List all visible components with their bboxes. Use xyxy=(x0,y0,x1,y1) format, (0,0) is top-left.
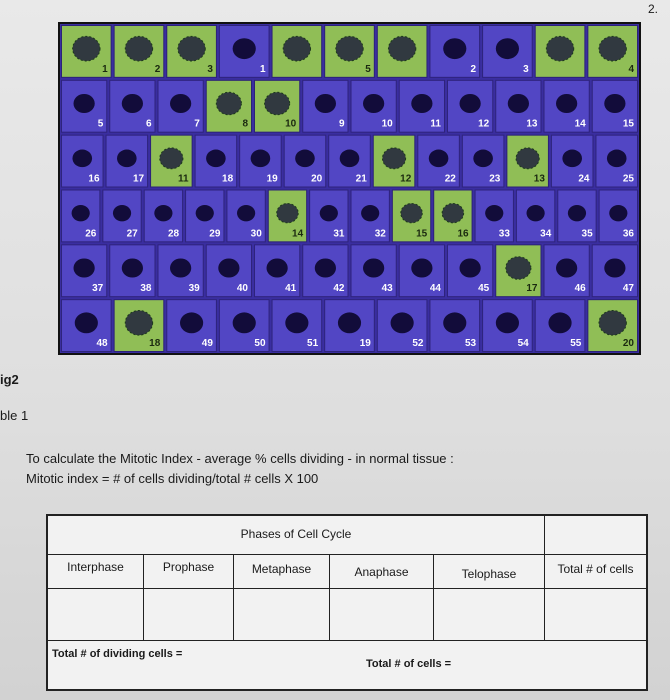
cell-number-label: 11 xyxy=(430,118,441,130)
cell-number-label: 29 xyxy=(209,228,221,240)
cell-number-label: 53 xyxy=(464,338,477,349)
micrograph-cell xyxy=(110,80,155,132)
header-total-cells: Total # of cells xyxy=(557,562,634,576)
micrograph-cell xyxy=(535,26,585,78)
micrograph-cell xyxy=(377,300,427,352)
nucleus xyxy=(72,150,92,168)
nucleus xyxy=(599,311,626,336)
nucleus xyxy=(75,312,98,333)
micrograph-cell xyxy=(303,245,348,297)
nucleus xyxy=(604,258,625,277)
nucleus xyxy=(340,150,360,168)
cell-number-label: 39 xyxy=(188,283,200,295)
nucleus xyxy=(401,203,423,222)
micrograph-cell xyxy=(325,26,375,78)
cell-prophase-count[interactable] xyxy=(144,588,234,640)
micrograph-cell xyxy=(448,80,493,132)
nucleus xyxy=(604,94,625,113)
micrograph-cell xyxy=(255,80,300,132)
cell-number-label: 38 xyxy=(140,283,152,295)
header-interphase: Interphase xyxy=(48,554,144,588)
nucleus xyxy=(125,36,152,61)
micrograph-cell xyxy=(206,245,251,297)
nucleus xyxy=(154,205,172,221)
cell-number-label: 18 xyxy=(149,338,161,349)
cell-number-label: 2 xyxy=(154,63,161,75)
cell-number-label: 5 xyxy=(97,118,104,130)
cell-number-label: 20 xyxy=(622,338,634,349)
header-prophase: Prophase xyxy=(144,554,234,588)
nucleus xyxy=(485,205,503,221)
nucleus xyxy=(295,150,315,168)
micrograph-cell xyxy=(303,80,348,132)
micrograph-cell xyxy=(351,245,396,297)
table-title: Phases of Cell Cycle xyxy=(240,527,352,541)
cell-total-count[interactable] xyxy=(545,588,646,640)
cell-number-label: 33 xyxy=(498,228,510,240)
micrograph-cell xyxy=(399,245,444,297)
micrograph-canvas xyxy=(60,24,639,353)
page-number: 2. xyxy=(647,2,658,16)
cell-number-label: 1 xyxy=(259,63,266,75)
nucleus xyxy=(277,203,299,222)
cell-number-label: 45 xyxy=(478,283,490,295)
micrograph-cell xyxy=(110,245,155,297)
nucleus xyxy=(122,258,143,277)
micrograph-cell xyxy=(325,300,375,352)
nucleus xyxy=(178,36,205,61)
micrograph-cell xyxy=(106,135,148,187)
nucleus xyxy=(443,312,466,333)
cell-number-label: 50 xyxy=(254,338,266,349)
nucleus xyxy=(73,36,100,61)
micrograph-cell xyxy=(535,300,585,352)
nucleus xyxy=(251,150,271,168)
cell-number-label: 36 xyxy=(622,228,634,240)
cell-number-label: 43 xyxy=(381,283,393,295)
micrograph-cell xyxy=(430,26,480,78)
nucleus xyxy=(72,205,90,221)
cell-number-label: 26 xyxy=(85,228,97,240)
cell-number-label: 55 xyxy=(570,338,582,349)
micrograph-cell xyxy=(373,135,415,187)
micrograph-cell xyxy=(62,300,112,352)
nucleus xyxy=(206,150,226,168)
nucleus xyxy=(609,205,627,221)
cell-number-label: 28 xyxy=(167,228,180,240)
nucleus xyxy=(411,94,432,113)
micrograph-cell xyxy=(144,190,182,242)
micrograph-cell xyxy=(496,80,541,132)
cell-number-label: 19 xyxy=(359,338,371,349)
micrograph-cell xyxy=(462,135,504,187)
micrograph-cell xyxy=(151,135,193,187)
cell-number-label: 14 xyxy=(292,228,304,240)
cell-number-label: 7 xyxy=(194,118,200,130)
micrograph-cell xyxy=(219,26,269,78)
cell-number-label: 32 xyxy=(374,228,386,240)
cell-number-label: 10 xyxy=(285,118,297,130)
nucleus xyxy=(496,312,519,333)
nucleus xyxy=(170,258,191,277)
micrograph-cell xyxy=(329,135,371,187)
cell-number-label: 31 xyxy=(333,228,345,240)
nucleus xyxy=(527,205,545,221)
micrograph-cell xyxy=(592,80,637,132)
nucleus xyxy=(508,94,529,113)
nucleus xyxy=(160,148,183,169)
micrograph-cell xyxy=(399,80,444,132)
nucleus xyxy=(516,148,539,169)
nucleus xyxy=(562,150,582,168)
nucleus xyxy=(233,312,256,333)
cell-number-label: 41 xyxy=(285,283,297,295)
nucleus xyxy=(460,94,481,113)
cell-micrograph xyxy=(58,22,641,355)
nucleus xyxy=(363,258,384,277)
micrograph-cell xyxy=(351,190,389,242)
cell-number-label: 20 xyxy=(311,173,323,185)
nucleus xyxy=(442,203,464,222)
cell-number-label: 19 xyxy=(266,173,278,185)
nucleus xyxy=(429,150,449,168)
micrograph-cell xyxy=(496,245,541,297)
instruction-line-2: Mitotic index = # of cells dividing/total # cells X 100 xyxy=(26,471,319,486)
micrograph-cell xyxy=(507,135,549,187)
header-telophase: Telophase xyxy=(434,554,545,588)
cell-number-label: 54 xyxy=(517,338,529,349)
cell-number-label: 9 xyxy=(338,118,345,130)
micrograph-cell xyxy=(62,245,107,297)
table-data-row xyxy=(48,588,646,641)
cell-number-label: 42 xyxy=(333,283,345,295)
cell-number-label: 47 xyxy=(622,283,634,295)
micrograph-cell xyxy=(392,190,430,242)
nucleus xyxy=(283,36,310,61)
header-anaphase: Anaphase xyxy=(330,554,434,588)
micrograph-cell xyxy=(483,300,533,352)
cell-number-label: 15 xyxy=(416,228,428,240)
nucleus xyxy=(363,94,384,113)
micrograph-cell xyxy=(544,80,589,132)
cell-number-label: 15 xyxy=(622,118,634,130)
nucleus xyxy=(546,36,573,61)
cell-number-label: 49 xyxy=(201,338,213,349)
micrograph-cell xyxy=(418,135,460,187)
cell-number-label: 13 xyxy=(533,173,545,185)
micrograph-cell xyxy=(596,135,638,187)
cell-telophase-count[interactable] xyxy=(434,588,545,640)
micrograph-cell xyxy=(284,135,326,187)
micrograph-cell xyxy=(516,190,554,242)
micrograph-cell xyxy=(62,26,112,78)
micrograph-cell xyxy=(114,300,164,352)
micrograph-cell xyxy=(268,190,306,242)
nucleus xyxy=(196,205,214,221)
micrograph-cell xyxy=(167,300,217,352)
cell-number-label: 14 xyxy=(574,118,586,130)
cell-number-label: 11 xyxy=(178,173,189,185)
total-dividing-label: Total # of dividing cells = xyxy=(52,648,183,660)
micrograph-cell xyxy=(62,190,100,242)
cell-number-label: 30 xyxy=(250,228,262,240)
micrograph-cell xyxy=(475,190,513,242)
cell-number-label: 6 xyxy=(145,118,152,130)
nucleus xyxy=(599,36,626,61)
nucleus xyxy=(473,150,493,168)
cell-number-label: 24 xyxy=(578,173,590,185)
nucleus xyxy=(506,257,531,280)
nucleus xyxy=(218,258,239,277)
cell-metaphase-count[interactable] xyxy=(234,588,330,640)
nucleus xyxy=(336,36,363,61)
micrograph-cell xyxy=(186,190,224,242)
nucleus xyxy=(180,312,203,333)
nucleus xyxy=(568,205,586,221)
cell-number-label: 3 xyxy=(207,63,213,75)
micrograph-cell xyxy=(167,26,217,78)
nucleus xyxy=(113,205,131,221)
cell-number-label: 37 xyxy=(92,283,104,295)
nucleus xyxy=(74,94,95,113)
micrograph-cell xyxy=(114,26,164,78)
nucleus xyxy=(315,94,336,113)
cell-number-label: 40 xyxy=(236,283,248,295)
cell-number-label: 21 xyxy=(355,173,367,185)
cell-number-label: 5 xyxy=(365,63,371,75)
micrograph-cell xyxy=(158,80,203,132)
table-title-row xyxy=(48,516,646,555)
micrograph-cell xyxy=(219,300,269,352)
cell-number-label: 8 xyxy=(242,118,248,130)
nucleus xyxy=(338,312,361,333)
cell-cycle-table xyxy=(46,514,648,691)
nucleus xyxy=(170,94,191,113)
cell-number-label: 51 xyxy=(307,338,319,349)
total-cells-label: Total # of cells = xyxy=(366,658,452,670)
cell-number-label: 52 xyxy=(412,338,424,349)
cell-number-label: 44 xyxy=(429,283,441,295)
nucleus xyxy=(117,150,137,168)
micrograph-cell xyxy=(62,80,107,132)
cell-number-label: 35 xyxy=(581,228,593,240)
cell-number-label: 22 xyxy=(444,173,456,185)
cell-number-label: 16 xyxy=(88,173,100,185)
cell-interphase-count[interactable] xyxy=(48,588,144,640)
micrograph-cell xyxy=(544,245,589,297)
cell-number-label: 12 xyxy=(400,173,412,185)
nucleus xyxy=(267,258,288,277)
cell-number-label: 1 xyxy=(102,63,108,75)
nucleus xyxy=(237,205,255,221)
micrograph-cell xyxy=(310,190,348,242)
nucleus xyxy=(391,312,414,333)
cell-number-label: 46 xyxy=(574,283,586,295)
micrograph-cell xyxy=(434,190,472,242)
nucleus xyxy=(556,258,577,277)
table-label: ble 1 xyxy=(0,408,29,423)
figure-label: ig2 xyxy=(0,372,19,387)
micrograph-cell xyxy=(240,135,282,187)
cell-number-label: 13 xyxy=(526,118,538,130)
micrograph-cell xyxy=(588,300,638,352)
micrograph-cell xyxy=(599,190,637,242)
micrograph-cell xyxy=(558,190,596,242)
cell-anaphase-count[interactable] xyxy=(330,588,434,640)
nucleus xyxy=(607,150,627,168)
micrograph-cell xyxy=(483,26,533,78)
micrograph-cell xyxy=(448,245,493,297)
micrograph-cell xyxy=(272,300,322,352)
cell-number-label: 27 xyxy=(126,228,138,240)
cell-number-label: 25 xyxy=(622,173,634,185)
micrograph-cell xyxy=(351,80,396,132)
nucleus xyxy=(285,312,308,333)
micrograph-cell xyxy=(103,190,141,242)
micrograph-cell xyxy=(195,135,237,187)
cell-number-label: 18 xyxy=(222,173,234,185)
nucleus xyxy=(315,258,336,277)
nucleus xyxy=(411,258,432,277)
micrograph-cell xyxy=(430,300,480,352)
micrograph-cell xyxy=(592,245,637,297)
micrograph-cell xyxy=(62,135,104,187)
nucleus xyxy=(122,94,143,113)
micrograph-cell xyxy=(158,245,203,297)
cell-number-label: 17 xyxy=(526,283,538,295)
nucleus xyxy=(233,38,256,59)
cell-number-label: 2 xyxy=(470,63,477,75)
nucleus xyxy=(388,36,415,61)
cell-number-label: 4 xyxy=(628,63,634,75)
micrograph-cell xyxy=(255,245,300,297)
micrograph-cell xyxy=(588,26,638,78)
nucleus xyxy=(265,92,290,115)
cell-number-label: 16 xyxy=(457,228,469,240)
micrograph-cell xyxy=(206,80,251,132)
micrograph-cell xyxy=(227,190,265,242)
nucleus xyxy=(382,148,405,169)
cell-number-label: 17 xyxy=(132,173,145,185)
nucleus xyxy=(556,94,577,113)
cell-number-label: 12 xyxy=(478,118,490,130)
header-metaphase: Metaphase xyxy=(234,554,330,588)
table-header-row xyxy=(48,554,646,589)
cell-number-label: 23 xyxy=(489,173,501,185)
cell-number-label: 10 xyxy=(381,118,393,130)
nucleus xyxy=(460,258,481,277)
instructions xyxy=(26,449,454,489)
nucleus xyxy=(496,38,519,59)
nucleus xyxy=(548,312,571,333)
nucleus xyxy=(74,258,95,277)
cell-number-label: 48 xyxy=(96,338,108,349)
instruction-line-1: To calculate the Mitotic Index - average % cells dividing - in normal tissue : xyxy=(26,451,454,466)
nucleus xyxy=(443,38,466,59)
micrograph-cell xyxy=(272,26,322,78)
nucleus xyxy=(216,92,241,115)
micrograph-cell xyxy=(551,135,593,187)
micrograph-cell xyxy=(377,26,427,78)
cell-number-label: 3 xyxy=(523,63,529,75)
nucleus xyxy=(125,311,152,336)
cell-number-label: 34 xyxy=(540,228,552,240)
nucleus xyxy=(361,205,379,221)
nucleus xyxy=(320,205,338,221)
